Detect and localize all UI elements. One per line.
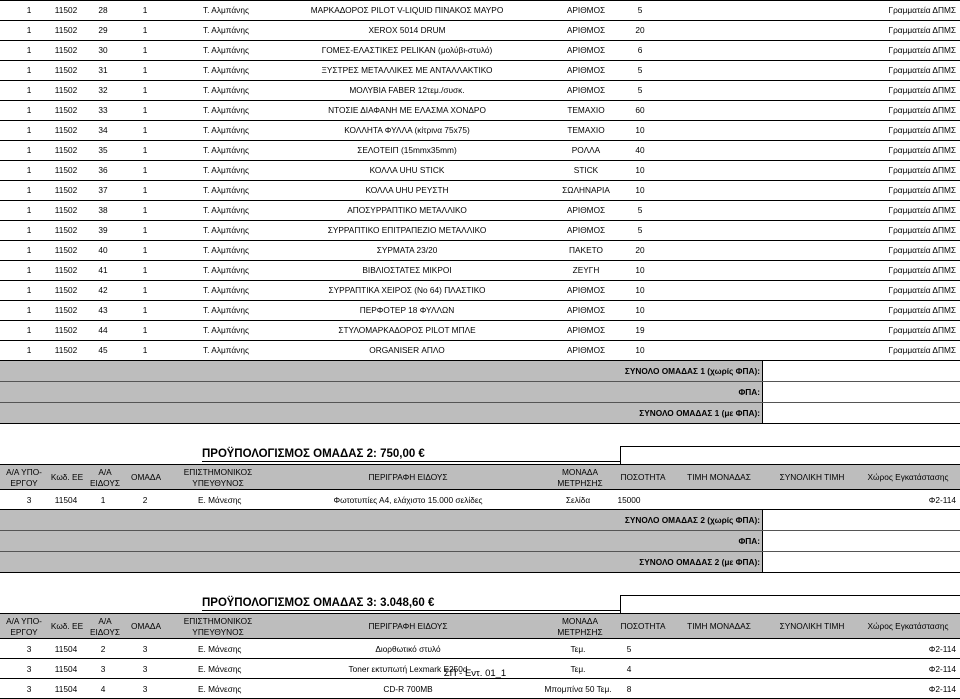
cell-description[interactable]: ΞΥΣΤΡΕΣ ΜΕΤΑΛΛΙΚΕΣ ΜΕ ΑΝΤΑΛΛΑΚΤΙΚΟ — [321, 65, 493, 75]
cell-item-no[interactable]: 40 — [98, 245, 108, 255]
group2-title-row — [0, 446, 960, 464]
cell-description[interactable]: ORGANISER ΑΠΛΟ — [369, 345, 445, 355]
cell-description[interactable]: ΚΟΛΛΗΤΑ ΦΥΛΛΑ (κίτρινα 75x75) — [344, 125, 470, 135]
cell-aa[interactable]: 1 — [26, 225, 32, 235]
cell-responsible[interactable]: Τ. Αλμπάνης — [203, 205, 249, 215]
cell-location[interactable]: Γραμματεία ΔΠΜΣ — [888, 185, 956, 195]
group2-title: ΠΡΟΫΠΟΛΟΓΙΣΜΟΣ ΟΜΑΔΑΣ 2: 750,00 € — [202, 448, 620, 462]
cell-responsible[interactable]: Ε. Μάνεσης — [198, 495, 242, 505]
group2-summary — [0, 510, 960, 573]
summary-net-line — [0, 510, 960, 531]
group1-summary — [0, 360, 960, 424]
cell-group[interactable]: 1 — [142, 145, 148, 155]
cell-location[interactable]: Φ2-114 — [928, 684, 956, 694]
cell-quantity[interactable]: 10 — [635, 165, 645, 175]
cell-location[interactable]: Γραμματεία ΔΠΜΣ — [888, 285, 956, 295]
cell-description[interactable]: ΒΙΒΛΙΟΣΤΑΤΕΣ ΜΙΚΡΟΙ — [362, 265, 452, 275]
cell-responsible[interactable]: Τ. Αλμπάνης — [203, 305, 249, 315]
cell-aa[interactable]: 1 — [26, 325, 32, 335]
cell-description[interactable]: Διορθωτικό στυλό — [375, 644, 441, 654]
table-row — [0, 639, 960, 659]
cell-unit[interactable]: ΑΡΙΘΜΟΣ — [566, 45, 606, 55]
cell-quantity[interactable]: 5 — [637, 65, 643, 75]
summary-vat-label: ΦΠΑ: — [738, 536, 760, 546]
cell-location[interactable]: Γραμματεία ΔΠΜΣ — [888, 345, 956, 355]
cell-quantity[interactable]: 19 — [635, 325, 645, 335]
cell-unit[interactable]: ΑΡΙΘΜΟΣ — [566, 205, 606, 215]
summary-gross-label: ΣΥΝΟΛΟ ΟΜΑΔΑΣ 1 (με ΦΠΑ): — [639, 408, 760, 418]
summary-net-label: ΣΥΝΟΛΟ ΟΜΑΔΑΣ 1 (χωρίς ΦΠΑ): — [624, 366, 760, 376]
cell-item-no[interactable]: 41 — [98, 265, 108, 275]
cell-aa[interactable]: 1 — [26, 265, 32, 275]
cell-responsible[interactable]: Τ. Αλμπάνης — [203, 185, 249, 195]
table-row — [0, 320, 960, 340]
cell-aa[interactable]: 1 — [26, 5, 32, 15]
cell-quantity[interactable]: 5 — [637, 85, 643, 95]
summary-net-label: ΣΥΝΟΛΟ ΟΜΑΔΑΣ 2 (χωρίς ΦΠΑ): — [624, 515, 760, 525]
cell-description[interactable]: XEROX 5014 DRUM — [368, 25, 446, 35]
cell-aa[interactable]: 1 — [26, 165, 32, 175]
table-row — [0, 340, 960, 360]
cell-description[interactable]: ΚΟΛΛΑ UHU ΡΕΥΣΤΗ — [365, 185, 449, 195]
cell-unit[interactable]: ΠΑΚΕΤΟ — [569, 245, 603, 255]
cell-description[interactable]: ΠΕΡΦΟΤΕΡ 18 ΦΥΛΛΩΝ — [359, 305, 455, 315]
cell-quantity[interactable]: 10 — [635, 305, 645, 315]
cell-responsible[interactable]: Τ. Αλμπάνης — [203, 65, 249, 75]
cell-aa[interactable]: 1 — [26, 45, 32, 55]
cell-aa[interactable]: 1 — [26, 125, 32, 135]
table-row — [0, 490, 960, 510]
table-row — [0, 260, 960, 280]
cell-item-no[interactable]: 45 — [98, 345, 108, 355]
cell-group[interactable]: 1 — [142, 305, 148, 315]
group2-header: Α/Α ΥΠΟ- ΕΡΓΟΥ Κωδ. ΕΕ Α/Α ΕΙΔΟΥΣ ΟΜΑΔΑ ΕΠΙΣΤΗΜΟΝΙΚΟΣ ΥΠΕΥΘΥΝΟΣ ΠΕΡΙΓΡΑΦΗ ΕΙΔΟΥΣ ΜΟΝΑΔΑ ΜΕΤΡΗΣΗΣ ΠΟΣΟΤΗΤΑ ΤΙΜΗ ΜΟΝΑΔΑΣ ΣΥΝΟΛΙΚΗ ΤΙΜΗ Χώρος Εγκατάστασης — [0, 464, 960, 490]
cell-responsible[interactable]: Τ. Αλμπάνης — [203, 265, 249, 275]
table-row — [0, 180, 960, 200]
cell-code[interactable]: 11504 — [54, 684, 78, 694]
cell-quantity[interactable]: 15000 — [617, 495, 641, 505]
group3-header: Α/Α ΥΠΟ- ΕΡΓΟΥ Κωδ. ΕΕ Α/Α ΕΙΔΟΥΣ ΟΜΑΔΑ ΕΠΙΣΤΗΜΟΝΙΚΟΣ ΥΠΕΥΘΥΝΟΣ ΠΕΡΙΓΡΑΦΗ ΕΙΔΟΥΣ ΜΟΝΑΔΑ ΜΕΤΡΗΣΗΣ ΠΟΣΟΤΗΤΑ ΤΙΜΗ ΜΟΝΑΔΑΣ ΣΥΝΟΛΙΚΗ ΤΙΜΗ Χώρος Εγκατάστασης — [0, 613, 960, 639]
cell-item-no[interactable]: 43 — [98, 305, 108, 315]
cell-description[interactable]: ΣΕΛΟΤΕΙΠ (15mmx35mm) — [357, 145, 457, 155]
cell-quantity[interactable]: 10 — [635, 125, 645, 135]
table-row — [0, 60, 960, 80]
summary-gross-line — [0, 552, 960, 572]
cell-group[interactable]: 1 — [142, 185, 148, 195]
cell-code[interactable]: 11502 — [54, 185, 78, 195]
cell-code[interactable]: 11502 — [54, 85, 78, 95]
cell-unit[interactable]: ΑΡΙΘΜΟΣ — [566, 225, 606, 235]
cell-unit[interactable]: Μπομπίνα 50 Τεμ. — [544, 684, 612, 694]
cell-location[interactable]: Γραμματεία ΔΠΜΣ — [888, 65, 956, 75]
cell-responsible[interactable]: Τ. Αλμπάνης — [203, 105, 249, 115]
cell-responsible[interactable]: Τ. Αλμπάνης — [203, 165, 249, 175]
cell-aa[interactable]: 1 — [26, 185, 32, 195]
cell-location[interactable]: Γραμματεία ΔΠΜΣ — [888, 245, 956, 255]
cell-description[interactable]: ΓΟΜΕΣ-ΕΛΑΣΤΙΚΕΣ PELIKAN (μολύβι-στυλό) — [321, 45, 493, 55]
cell-location[interactable]: Γραμματεία ΔΠΜΣ — [888, 145, 956, 155]
cell-unit[interactable]: ΡΟΛΛΑ — [571, 145, 601, 155]
cell-item-no[interactable]: 34 — [98, 125, 108, 135]
cell-description[interactable]: Φωτοτυπίες Α4, ελάχιστο 15.000 σελίδες — [333, 495, 483, 505]
cell-aa[interactable]: 1 — [26, 65, 32, 75]
cell-responsible[interactable]: Ε. Μάνεσης — [198, 644, 242, 654]
cell-quantity[interactable]: 20 — [635, 25, 645, 35]
cell-group[interactable]: 1 — [142, 5, 148, 15]
cell-description[interactable]: ΣΤΥΛΟΜΑΡΚΑΔΟΡΟΣ PILOT ΜΠΛΕ — [338, 325, 476, 335]
cell-item-no[interactable]: 32 — [98, 85, 108, 95]
cell-unit[interactable]: ΑΡΙΘΜΟΣ — [566, 85, 606, 95]
table-row — [0, 0, 960, 20]
cell-quantity[interactable]: 5 — [637, 225, 643, 235]
table-row — [0, 80, 960, 100]
cell-group[interactable]: 1 — [142, 325, 148, 335]
cell-code[interactable]: 11502 — [54, 265, 78, 275]
cell-code[interactable]: 11504 — [54, 644, 78, 654]
cell-code[interactable]: 11502 — [54, 65, 78, 75]
cell-quantity[interactable]: 10 — [635, 185, 645, 195]
page-footer: ΣΠ - Εντ. 01_1 — [443, 668, 507, 679]
cell-item-no[interactable]: 29 — [98, 25, 108, 35]
table-row — [0, 160, 960, 180]
cell-responsible[interactable]: Τ. Αλμπάνης — [203, 325, 249, 335]
cell-group[interactable]: 3 — [142, 684, 148, 694]
table-row — [0, 140, 960, 160]
cell-group[interactable]: 1 — [142, 165, 148, 175]
cell-code[interactable]: 11502 — [54, 165, 78, 175]
cell-aa[interactable]: 1 — [26, 85, 32, 95]
summary-gross-value[interactable] — [762, 403, 960, 423]
cell-code[interactable]: 11502 — [54, 345, 78, 355]
cell-group[interactable]: 1 — [142, 25, 148, 35]
table-row — [0, 300, 960, 320]
cell-responsible[interactable]: Τ. Αλμπάνης — [203, 5, 249, 15]
cell-unit[interactable]: ΑΡΙΘΜΟΣ — [566, 305, 606, 315]
table-row — [0, 679, 960, 699]
cell-item-no[interactable]: 28 — [98, 5, 108, 15]
summary-gross-line — [0, 403, 960, 423]
cell-group[interactable]: 1 — [142, 225, 148, 235]
cell-aa[interactable]: 1 — [26, 345, 32, 355]
cell-description[interactable]: ΑΠΟΣΥΡΡΑΠΤΙΚΟ ΜΕΤΑΛΛΙΚΟ — [347, 205, 467, 215]
summary-net-value[interactable] — [762, 361, 960, 381]
cell-group[interactable]: 2 — [142, 495, 148, 505]
cell-group[interactable]: 1 — [142, 45, 148, 55]
table-row — [0, 100, 960, 120]
cell-code[interactable]: 11502 — [54, 105, 78, 115]
cell-group[interactable]: 1 — [142, 125, 148, 135]
cell-group[interactable]: 1 — [142, 285, 148, 295]
cell-group[interactable]: 1 — [142, 105, 148, 115]
cell-unit[interactable]: ΑΡΙΘΜΟΣ — [566, 345, 606, 355]
cell-location[interactable]: Γραμματεία ΔΠΜΣ — [888, 305, 956, 315]
cell-location[interactable]: Γραμματεία ΔΠΜΣ — [888, 165, 956, 175]
cell-description[interactable]: ΣΥΡΡΑΠΤΙΚΟ ΕΠΙΤΡΑΠΕΖΙΟ ΜΕΤΑΛΛΙΚΟ — [327, 225, 487, 235]
cell-location[interactable]: Φ2-114 — [928, 495, 956, 505]
cell-group[interactable]: 1 — [142, 65, 148, 75]
cell-description[interactable]: Toner εκτυπωτή Lexmark E250d — [348, 664, 468, 674]
cell-aa[interactable]: 3 — [26, 684, 32, 694]
summary-net-line — [0, 361, 960, 382]
cell-code[interactable]: 11502 — [54, 145, 78, 155]
cell-description[interactable]: CD-R 700MB — [383, 684, 433, 694]
cell-item-no[interactable]: 1 — [100, 495, 106, 505]
cell-aa[interactable]: 1 — [26, 145, 32, 155]
group3-title-row — [0, 595, 960, 613]
cell-quantity[interactable]: 10 — [635, 285, 645, 295]
cell-aa[interactable]: 3 — [26, 495, 32, 505]
cell-responsible[interactable]: Τ. Αλμπάνης — [203, 45, 249, 55]
cell-quantity[interactable]: 40 — [635, 145, 645, 155]
cell-responsible[interactable]: Τ. Αλμπάνης — [203, 85, 249, 95]
cell-location[interactable]: Φ2-114 — [928, 644, 956, 654]
summary-vat-value[interactable] — [762, 531, 960, 551]
cell-quantity[interactable]: 5 — [637, 205, 643, 215]
cell-location[interactable]: Γραμματεία ΔΠΜΣ — [888, 25, 956, 35]
summary-net-value[interactable] — [762, 510, 960, 530]
cell-item-no[interactable]: 36 — [98, 165, 108, 175]
cell-item-no[interactable]: 37 — [98, 185, 108, 195]
cell-item-no[interactable]: 42 — [98, 285, 108, 295]
cell-location[interactable]: Γραμματεία ΔΠΜΣ — [888, 325, 956, 335]
cell-description[interactable]: ΝΤΟΣΙΕ ΔΙΑΦΑΝΗ ΜΕ ΕΛΑΣΜΑ ΧΟΝΔΡΟ — [328, 105, 486, 115]
table-row — [0, 240, 960, 260]
cell-quantity[interactable]: 4 — [626, 664, 632, 674]
cell-code[interactable]: 11502 — [54, 25, 78, 35]
cell-responsible[interactable]: Ε. Μάνεσης — [198, 684, 242, 694]
cell-location[interactable]: Γραμματεία ΔΠΜΣ — [888, 265, 956, 275]
cell-item-no[interactable]: 35 — [98, 145, 108, 155]
cell-location[interactable]: Φ2-114 — [928, 664, 956, 674]
group2-rows — [0, 490, 960, 510]
cell-group[interactable]: 1 — [142, 85, 148, 95]
cell-quantity[interactable]: 60 — [635, 105, 645, 115]
cell-code[interactable]: 11502 — [54, 125, 78, 135]
cell-quantity[interactable]: 8 — [626, 684, 632, 694]
cell-location[interactable]: Γραμματεία ΔΠΜΣ — [888, 205, 956, 215]
cell-code[interactable]: 11502 — [54, 225, 78, 235]
table-row — [0, 280, 960, 300]
cell-location[interactable]: Γραμματεία ΔΠΜΣ — [888, 225, 956, 235]
cell-location[interactable]: Γραμματεία ΔΠΜΣ — [888, 105, 956, 115]
summary-vat-value[interactable] — [762, 382, 960, 402]
cell-location[interactable]: Γραμματεία ΔΠΜΣ — [888, 45, 956, 55]
cell-code[interactable]: 11502 — [54, 285, 78, 295]
cell-aa[interactable]: 1 — [26, 245, 32, 255]
table-row — [0, 200, 960, 220]
cell-item-no[interactable]: 39 — [98, 225, 108, 235]
cell-item-no[interactable]: 31 — [98, 65, 108, 75]
group3-title: ΠΡΟΫΠΟΛΟΓΙΣΜΟΣ ΟΜΑΔΑΣ 3: 3.048,60 € — [202, 597, 620, 611]
cell-item-no[interactable]: 44 — [98, 325, 108, 335]
cell-item-no[interactable]: 2 — [100, 644, 106, 654]
cell-responsible[interactable]: Τ. Αλμπάνης — [203, 345, 249, 355]
summary-gross-value[interactable] — [762, 552, 960, 572]
cell-code[interactable]: 11502 — [54, 245, 78, 255]
table-row — [0, 220, 960, 240]
cell-description[interactable]: ΜΟΛΥΒΙΑ FABER 12τεμ./συσκ. — [349, 85, 465, 95]
cell-description[interactable]: ΜΑΡΚΑΔΟΡΟΣ PILOT V-LIQUID ΠΙΝΑΚΟΣ ΜΑΥΡΟ — [310, 5, 504, 15]
cell-description[interactable]: ΚΟΛΛΑ UHU STICK — [369, 165, 445, 175]
cell-unit[interactable]: Τεμ. — [570, 644, 586, 654]
cell-aa[interactable]: 1 — [26, 25, 32, 35]
cell-location[interactable]: Γραμματεία ΔΠΜΣ — [888, 125, 956, 135]
cell-quantity[interactable]: 10 — [635, 345, 645, 355]
cell-unit[interactable]: ΤΕΜΑΧΙΟ — [567, 105, 605, 115]
cell-quantity[interactable]: 5 — [626, 644, 632, 654]
cell-aa[interactable]: 3 — [26, 644, 32, 654]
table-row — [0, 40, 960, 60]
cell-unit[interactable]: ΤΕΜΑΧΙΟ — [567, 125, 605, 135]
cell-code[interactable]: 11502 — [54, 205, 78, 215]
cell-aa[interactable]: 1 — [26, 105, 32, 115]
cell-responsible[interactable]: Τ. Αλμπάνης — [203, 285, 249, 295]
cell-group[interactable]: 1 — [142, 265, 148, 275]
cell-group[interactable]: 3 — [142, 644, 148, 654]
cell-description[interactable]: ΣΥΡΜΑΤΑ 23/20 — [376, 245, 438, 255]
cell-unit[interactable]: Τεμ. — [570, 664, 586, 674]
cell-group[interactable]: 1 — [142, 245, 148, 255]
cell-code[interactable]: 11502 — [54, 45, 78, 55]
cell-group[interactable]: 1 — [142, 205, 148, 215]
cell-responsible[interactable]: Τ. Αλμπάνης — [203, 225, 249, 235]
cell-unit[interactable]: ΖΕΥΓΗ — [572, 265, 600, 275]
cell-location[interactable]: Γραμματεία ΔΠΜΣ — [888, 85, 956, 95]
cell-item-no[interactable]: 3 — [100, 664, 106, 674]
cell-unit[interactable]: ΑΡΙΘΜΟΣ — [566, 285, 606, 295]
cell-unit[interactable]: ΑΡΙΘΜΟΣ — [566, 65, 606, 75]
summary-gross-label: ΣΥΝΟΛΟ ΟΜΑΔΑΣ 2 (με ΦΠΑ): — [639, 557, 760, 567]
cell-responsible[interactable]: Ε. Μάνεσης — [198, 664, 242, 674]
cell-responsible[interactable]: Τ. Αλμπάνης — [203, 145, 249, 155]
cell-unit[interactable]: STICK — [573, 165, 599, 175]
cell-item-no[interactable]: 38 — [98, 205, 108, 215]
summary-vat-line — [0, 531, 960, 552]
cell-location[interactable]: Γραμματεία ΔΠΜΣ — [888, 5, 956, 15]
cell-item-no[interactable]: 4 — [100, 684, 106, 694]
cell-aa[interactable]: 3 — [26, 664, 32, 674]
cell-code[interactable]: 11502 — [54, 5, 78, 15]
cell-unit[interactable]: ΑΡΙΘΜΟΣ — [566, 25, 606, 35]
cell-quantity[interactable]: 6 — [637, 45, 643, 55]
cell-unit[interactable]: ΣΩΛΗΝΑΡΙΑ — [562, 185, 610, 195]
cell-unit[interactable]: ΑΡΙΘΜΟΣ — [566, 5, 606, 15]
cell-responsible[interactable]: Τ. Αλμπάνης — [203, 245, 249, 255]
cell-code[interactable]: 11504 — [54, 495, 78, 505]
summary-vat-line — [0, 382, 960, 403]
cell-quantity[interactable]: 5 — [637, 5, 643, 15]
cell-item-no[interactable]: 33 — [98, 105, 108, 115]
cell-unit[interactable]: Σελίδα — [565, 495, 591, 505]
cell-description[interactable]: ΣΥΡΡΑΠΤΙΚΑ ΧΕΙΡΟΣ (Νο 64) ΠΛΑΣΤΙΚΟ — [328, 285, 486, 295]
summary-vat-label: ΦΠΑ: — [738, 387, 760, 397]
cell-code[interactable]: 11502 — [54, 305, 78, 315]
cell-code[interactable]: 11502 — [54, 325, 78, 335]
cell-aa[interactable]: 1 — [26, 285, 32, 295]
table-row — [0, 120, 960, 140]
cell-quantity[interactable]: 20 — [635, 245, 645, 255]
cell-quantity[interactable]: 10 — [635, 265, 645, 275]
cell-item-no[interactable]: 30 — [98, 45, 108, 55]
cell-aa[interactable]: 1 — [26, 305, 32, 315]
cell-responsible[interactable]: Τ. Αλμπάνης — [203, 25, 249, 35]
cell-unit[interactable]: ΑΡΙΘΜΟΣ — [566, 325, 606, 335]
cell-group[interactable]: 1 — [142, 345, 148, 355]
cell-responsible[interactable]: Τ. Αλμπάνης — [203, 125, 249, 135]
table-row — [0, 20, 960, 40]
cell-code[interactable]: 11504 — [54, 664, 78, 674]
cell-aa[interactable]: 1 — [26, 205, 32, 215]
cell-group[interactable]: 3 — [142, 664, 148, 674]
